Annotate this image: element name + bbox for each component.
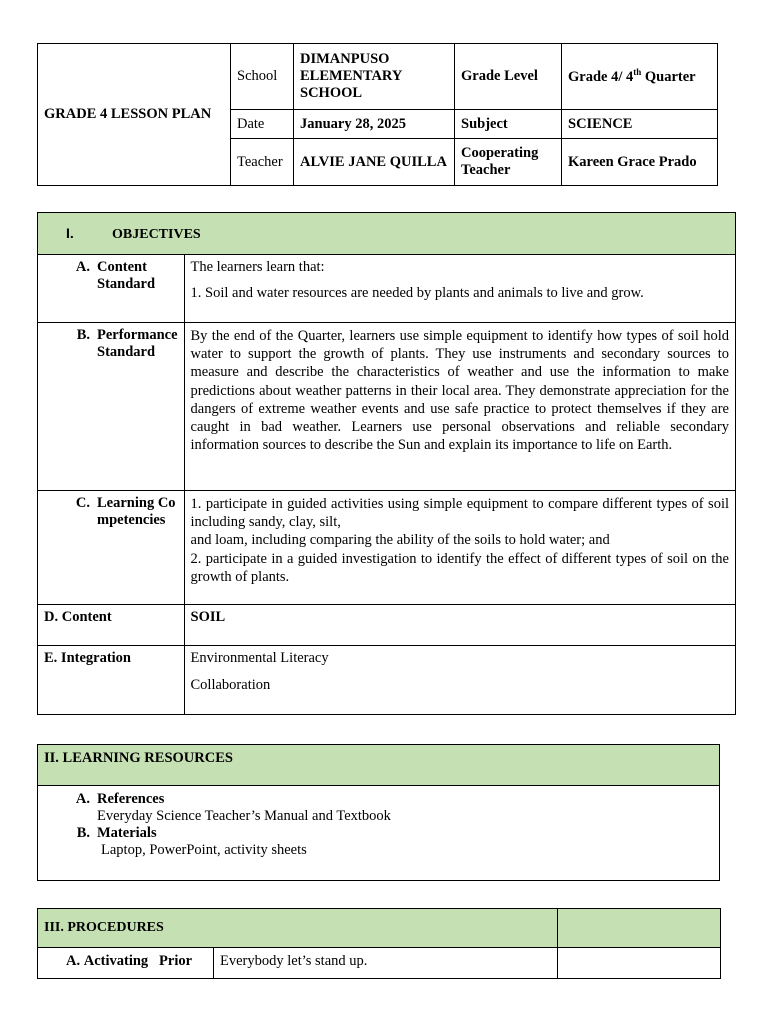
activating-prior-label: Activating Prior	[83, 953, 193, 969]
learning-resources-heading: II. LEARNING RESOURCES	[38, 745, 720, 786]
objectives-title: OBJECTIVES	[112, 226, 201, 242]
activating-prior-blank	[558, 948, 721, 979]
content-value: SOIL	[184, 605, 735, 646]
procedures-heading: III. PROCEDURES	[38, 909, 558, 948]
grade-level-label: Grade Level	[455, 44, 562, 110]
subject-label: Subject	[455, 110, 562, 139]
performance-standard-label: Performance Standard	[97, 327, 178, 360]
procedures-table	[37, 908, 721, 979]
grade-level-value: Grade 4/ 4th Quarter	[562, 44, 718, 110]
performance-standard-text: By the end of the Quarter, learners use simple equipment to identify how types of soil hold water to support the growth of plants. They use instruments and secondary sources to measure and describe the characteristics of weather and use the information to make predictions about weather patterns in their local area. They demonstrate appreciation for the dangers of extreme weather events and use safe practice to protect themselves if they are caught in bad weather. Learners use personal observations and reliable secondary information sources to describe the Sun and explain its importance to life on Earth.	[184, 323, 735, 491]
date-value: January 28, 2025	[294, 110, 455, 139]
competency-line-2: and loam, including comparing the ability of the soils to hold water; and	[190, 532, 610, 549]
school-value: DIMANPUSO ELEMENTARY SCHOOL	[294, 44, 455, 110]
competency-line-3: 2. participate in a guided investigation to identify the effect of different types of soil on the growth of plants.	[190, 550, 729, 585]
learning-competencies-label-cell: C. Learning Competencies	[38, 491, 185, 605]
references-label: References	[97, 791, 165, 807]
teacher-label: Teacher	[231, 139, 294, 186]
learning-competencies-label: Learning Competencies	[97, 495, 176, 528]
performance-standard-label-cell: B. Performance Standard	[38, 323, 185, 491]
learning-resources-cell: A. References Everyday Science Teacher’s Manual and Textbook B. Materials Laptop, PowerPoint, activity sheets	[38, 786, 720, 881]
teacher-value: ALVIE JANE QUILLA	[294, 139, 455, 186]
content-standard-intro: The learners learn that:	[190, 259, 325, 275]
procedures-heading-blank	[558, 909, 721, 948]
content-standard-cell	[184, 255, 735, 323]
objectives-numeral: I.	[66, 224, 74, 241]
content-standard-label-cell: A. Content Standard	[38, 255, 185, 323]
integration-cell	[184, 646, 735, 715]
subject-value: SCIENCE	[562, 110, 718, 139]
objectives-heading	[38, 213, 736, 255]
objectives-table	[37, 212, 736, 715]
content-standard-label: Content Standard	[97, 259, 156, 292]
learning-resources-table	[37, 744, 720, 881]
materials-label: Materials	[97, 825, 157, 841]
activating-prior-text: Everybody let’s stand up.	[214, 948, 558, 979]
date-label: Date	[231, 110, 294, 139]
content-label: D. Content	[38, 605, 185, 646]
integration-item-1: Environmental Literacy	[190, 650, 329, 666]
materials-value: Laptop, PowerPoint, activity sheets	[101, 842, 307, 858]
lesson-plan-title: GRADE 4 LESSON PLAN	[38, 44, 231, 186]
header-table	[37, 43, 718, 186]
school-label: School	[231, 44, 294, 110]
competency-line-1: 1. participate in guided activities using simple equipment to compare different types of soil including sandy, clay, silt,	[190, 496, 729, 531]
integration-label: E. Integration	[38, 646, 185, 715]
content-standard-text: 1. Soil and water resources are needed by plants and animals to live and grow.	[190, 285, 644, 301]
cooperating-teacher-label: Cooperating Teacher	[455, 139, 562, 186]
integration-item-2: Collaboration	[190, 677, 271, 693]
activating-prior-label-cell: A. Activating Prior	[38, 948, 214, 979]
cooperating-teacher-value: Kareen Grace Prado	[562, 139, 718, 186]
learning-competencies-cell	[184, 491, 735, 605]
references-value: Everyday Science Teacher’s Manual and Textbook	[97, 808, 391, 824]
